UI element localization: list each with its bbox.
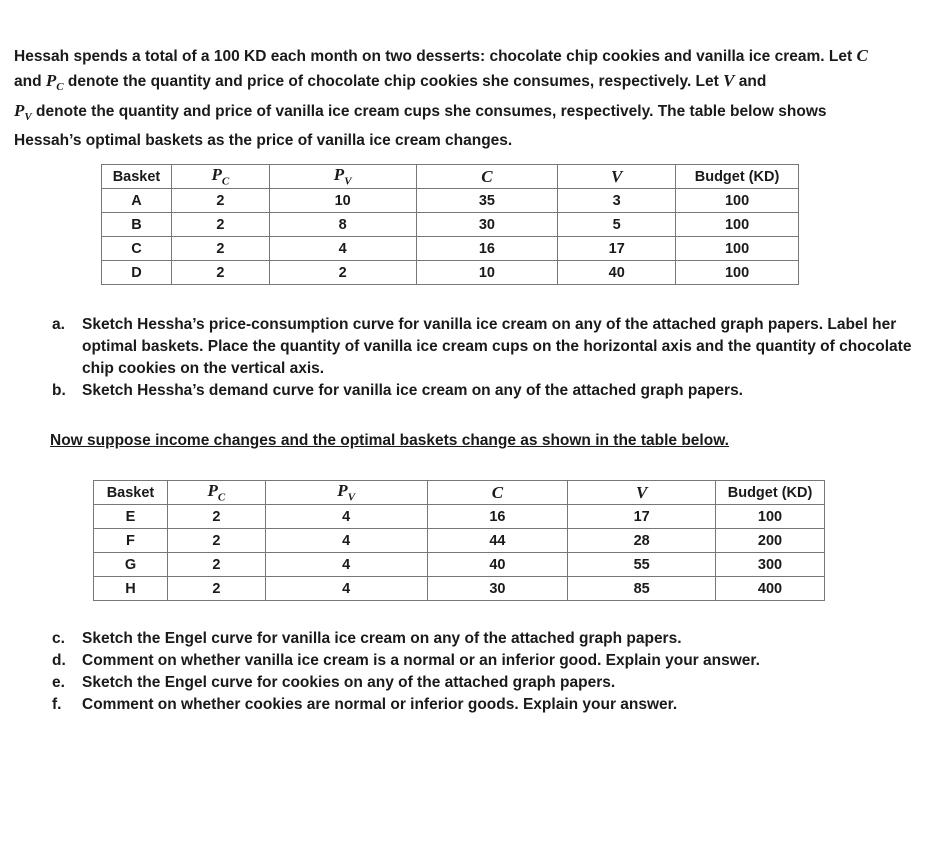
cell-budget: 100 <box>676 189 799 213</box>
table-row <box>94 505 825 529</box>
header-basket: Basket <box>94 481 168 505</box>
cell-v: 17 <box>568 505 716 529</box>
cell-c: 44 <box>427 529 568 553</box>
table-row <box>94 577 825 601</box>
header-pc: $P_C$ <box>167 481 265 505</box>
questions-ab <box>52 314 932 402</box>
table-row <box>102 261 799 285</box>
cell-v: 5 <box>558 213 676 237</box>
var-p: P <box>45 71 57 90</box>
table-row <box>94 553 825 577</box>
header-budget: Budget (KD) <box>716 481 825 505</box>
income-change-table <box>93 480 825 601</box>
header-budget: Budget (KD) <box>676 165 799 189</box>
cell-basket: C <box>102 237 172 261</box>
header-pv: $P_V$ <box>265 481 427 505</box>
cell-pc: 2 <box>171 213 269 237</box>
cell-budget: 100 <box>716 505 825 529</box>
cell-c: 16 <box>416 237 558 261</box>
cell-budget: 300 <box>716 553 825 577</box>
cell-basket: F <box>94 529 168 553</box>
header-c: C <box>427 481 568 505</box>
header-pv: $P_V$ <box>269 165 416 189</box>
table-header-row <box>102 165 799 189</box>
cell-basket: B <box>102 213 172 237</box>
table-row <box>102 213 799 237</box>
questions-cf <box>52 628 932 716</box>
sub-c: C <box>56 81 64 94</box>
intro-line2a: and <box>14 73 46 90</box>
cell-v: 3 <box>558 189 676 213</box>
price-change-table <box>101 164 799 285</box>
table-row <box>102 189 799 213</box>
intro-line3b: denote the quantity and price of vanilla ice cream cups she consumes, respectively. The table below shows <box>31 103 827 121</box>
cell-pc: 2 <box>171 261 269 285</box>
cell-basket: G <box>94 553 168 577</box>
cell-pc: 2 <box>167 577 265 601</box>
cell-basket: A <box>102 189 172 213</box>
cell-c: 40 <box>427 553 568 577</box>
cell-budget: 100 <box>676 213 799 237</box>
question-a: a. Sketch Hessha’s price-consumption curve for vanilla ice cream on any of the attached graph papers. Label her optimal baskets. Place the quantity of vanilla ice cream cups on the horizontal axis and the quantity of chocolate chip cookies on the vertical axis. <box>52 316 912 377</box>
cell-v: 40 <box>558 261 676 285</box>
cell-v: 17 <box>558 237 676 261</box>
cell-pc: 2 <box>171 237 269 261</box>
var-c: C <box>856 46 868 65</box>
table-row <box>94 529 825 553</box>
cell-pv: 10 <box>269 189 416 213</box>
cell-pc: 2 <box>167 505 265 529</box>
question-c: c. Sketch the Engel curve for vanilla ice cream on any of the attached graph papers. <box>52 630 682 647</box>
cell-pv: 4 <box>269 237 416 261</box>
cell-basket: E <box>94 505 168 529</box>
question-f: f. Comment on whether cookies are normal or inferior goods. Explain your answer. <box>52 696 678 713</box>
header-c: C <box>416 165 558 189</box>
cell-budget: 100 <box>676 237 799 261</box>
cell-c: 30 <box>416 213 558 237</box>
cell-v: 28 <box>568 529 716 553</box>
header-pc: $P_C$ <box>171 165 269 189</box>
cell-budget: 200 <box>716 529 825 553</box>
question-b: b. Sketch Hessha’s demand curve for vanilla ice cream on any of the attached graph papers. <box>52 382 743 399</box>
cell-pv: 4 <box>265 553 427 577</box>
header-basket: Basket <box>102 165 172 189</box>
intro-line2c: and <box>734 73 767 90</box>
cell-budget: 100 <box>676 261 799 285</box>
cell-pv: 8 <box>269 213 416 237</box>
question-d: d. Comment on whether vanilla ice cream is a normal or an inferior good. Explain your answer. <box>52 652 760 669</box>
cell-budget: 400 <box>716 577 825 601</box>
cell-basket: D <box>102 261 172 285</box>
header-v: V <box>568 481 716 505</box>
intro-line1: Hessah spends a total of a 100 KD each month on two desserts: chocolate chip cookies and vanilla ice cream. Let <box>14 48 857 65</box>
table-row <box>102 237 799 261</box>
cell-pv: 2 <box>269 261 416 285</box>
cell-c: 30 <box>427 577 568 601</box>
intro-paragraph <box>14 44 934 153</box>
cell-v: 85 <box>568 577 716 601</box>
cell-pc: 2 <box>167 553 265 577</box>
var-v: V <box>723 71 735 90</box>
table-header-row <box>94 481 825 505</box>
var-p2: P <box>14 101 25 121</box>
cell-pv: 4 <box>265 505 427 529</box>
cell-c: 35 <box>416 189 558 213</box>
header-v: V <box>558 165 676 189</box>
cell-c: 16 <box>427 505 568 529</box>
cell-pv: 4 <box>265 529 427 553</box>
cell-pc: 2 <box>171 189 269 213</box>
cell-c: 10 <box>416 261 558 285</box>
sub-v: V <box>24 111 32 124</box>
intro-line2b: denote the quantity and price of chocolate chip cookies she consumes, respectively. Let <box>63 73 724 90</box>
cell-pv: 4 <box>265 577 427 601</box>
cell-v: 55 <box>568 553 716 577</box>
cell-basket: H <box>94 577 168 601</box>
income-change-note: Now suppose income changes and the optimal baskets change as shown in the table below. <box>50 432 729 449</box>
question-e: e. Sketch the Engel curve for cookies on any of the attached graph papers. <box>52 674 616 691</box>
intro-line4: Hessah’s optimal baskets as the price of vanilla ice cream changes. <box>14 132 513 150</box>
cell-pc: 2 <box>167 529 265 553</box>
